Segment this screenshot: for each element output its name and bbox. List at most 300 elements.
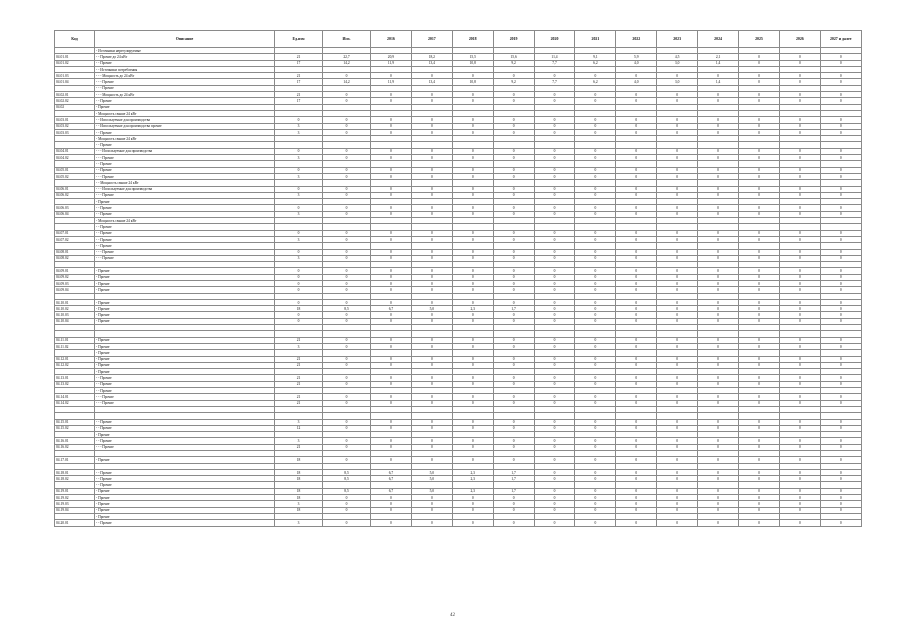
row-value: 0 [820,375,861,381]
row-code: 04.12.02 [55,362,95,368]
row-value: 0 [820,236,861,242]
row-value: 4,0 [616,60,657,66]
row-value: 3 [275,419,323,425]
row-value: 0 [452,117,493,123]
row-value: 0 [493,186,534,192]
row-code: 04.05.02 [55,173,95,179]
row-value: 0 [820,148,861,154]
row-value: 0 [371,400,412,406]
row-value: 0 [820,129,861,135]
row-value: 0 [493,230,534,236]
row-value: 0 [323,299,371,305]
row-value: 1,7 [493,488,534,494]
row-value: 0 [698,230,739,236]
row-value: 0 [534,299,575,305]
row-value: 0 [698,507,739,513]
row-value: 0 [820,400,861,406]
row-name: - - Прочие [95,211,275,217]
row-value: 0 [739,312,780,318]
row-value: 0 [616,520,657,526]
row-value: 0 [820,507,861,513]
row-value: 0 [657,173,698,179]
row-value: 0 [739,520,780,526]
row-value: 0 [323,419,371,425]
row-value: 0 [820,457,861,463]
row-value: 0 [323,230,371,236]
row-value: 0 [739,438,780,444]
row-value: 0 [616,236,657,242]
row-value: 18 [275,469,323,475]
row-code: 04.10.01 [55,299,95,305]
row-value: 0 [698,236,739,242]
row-value: 0 [534,501,575,507]
row-value: 0 [452,186,493,192]
row-value: 9,2 [493,79,534,85]
row-code: 04.18.01 [55,469,95,475]
row-value: 0 [534,230,575,236]
row-value: 0 [323,495,371,501]
row-value: 0 [820,287,861,293]
row-value: 1,4 [698,60,739,66]
row-value: 0 [371,507,412,513]
row-value: 0 [779,117,820,123]
row-value: 0 [739,205,780,211]
row-value: 0 [493,356,534,362]
row-value: 0 [371,495,412,501]
row-value: 0 [411,312,452,318]
row-value: 0 [323,343,371,349]
row-value: 0 [371,274,412,280]
row-value: 0 [275,205,323,211]
row-value: 0 [371,173,412,179]
row-value: 0 [657,394,698,400]
row-value: 0 [534,73,575,79]
row-value: 0 [698,268,739,274]
row-value: 0 [820,476,861,482]
row-value: 0 [779,98,820,104]
column-header: 2022 [616,31,657,48]
row-code: 04.07.01 [55,230,95,236]
row-value: 0 [411,255,452,261]
row-value: 0 [575,495,616,501]
row-value: 0 [323,425,371,431]
row-value: 0 [534,117,575,123]
row-value: 0 [575,425,616,431]
row-value: 9,1 [575,54,616,60]
row-value: 0 [739,419,780,425]
row-value: 6,2 [575,60,616,66]
row-value: 0 [616,476,657,482]
row-value: 3 [275,123,323,129]
row-value: 0 [371,362,412,368]
row-value: 0 [657,419,698,425]
row-value: 0 [452,167,493,173]
row-name: - - Прочие [95,476,275,482]
row-value: 0 [534,488,575,494]
row-value: 0 [371,419,412,425]
row-value: 0 [493,192,534,198]
row-value: 0 [820,92,861,98]
row-value: 0 [779,381,820,387]
row-code: 04.18.02 [55,476,95,482]
row-value: 0 [698,337,739,343]
row-name: - - Прочие [95,230,275,236]
row-value: 0 [779,205,820,211]
row-value: 0 [452,155,493,161]
row-value: 6,2 [575,79,616,85]
row-value: 0 [616,192,657,198]
row-code: 04.01.04 [55,79,95,85]
row-value: 0 [739,476,780,482]
row-value: 0 [534,425,575,431]
row-value: 0 [534,381,575,387]
row-code: 04.15.02 [55,425,95,431]
row-value: 0 [616,444,657,450]
row-value: 0 [698,280,739,286]
row-value: 0 [698,299,739,305]
row-name: - Прочие [95,457,275,463]
row-value: 0 [534,167,575,173]
row-value: 0 [275,117,323,123]
row-value: 0 [323,501,371,507]
row-value: 0 [575,457,616,463]
row-value: 5,9 [616,54,657,60]
row-value: 0 [820,318,861,324]
row-value: 18 [275,495,323,501]
row-value: 0 [657,230,698,236]
row-value: 0 [739,129,780,135]
row-value: 0 [616,255,657,261]
row-value: 0 [657,129,698,135]
row-value: 0 [657,501,698,507]
row-value: 0 [275,230,323,236]
row-value: 0 [779,192,820,198]
row-value: 3,0 [657,60,698,66]
row-code: 04.01.02 [55,60,95,66]
row-value: 0 [371,167,412,173]
row-value: 0 [616,230,657,236]
row-value: 0 [616,211,657,217]
row-value: 0 [371,192,412,198]
row-name: - - Источники потребления [95,66,275,72]
row-value: 0 [575,249,616,255]
row-value: 0 [616,280,657,286]
row-value: 0 [323,186,371,192]
row-value: 21 [275,54,323,60]
row-value: 0 [820,312,861,318]
row-value: 0 [657,211,698,217]
row-value: 0 [820,444,861,450]
row-value: 3 [275,129,323,135]
row-value: 0 [820,299,861,305]
row-value: 21 [275,356,323,362]
row-value: 0 [534,173,575,179]
row-value: 0 [575,280,616,286]
row-value: 0 [820,255,861,261]
row-value: 0 [493,123,534,129]
row-value: 7,7 [534,79,575,85]
row-value: 0 [739,469,780,475]
row-value: 0 [411,205,452,211]
row-value: 0 [323,400,371,406]
row-value: 0 [616,400,657,406]
row-value: 11,4 [534,54,575,60]
row-value: 0 [493,419,534,425]
row-value: 0 [452,312,493,318]
row-value: 21 [275,400,323,406]
row-value: 0 [534,457,575,463]
row-value: 10,8 [452,79,493,85]
row-value: 0 [575,173,616,179]
row-value: 0 [575,268,616,274]
row-value: 0 [323,148,371,154]
row-value: 0 [534,123,575,129]
row-name: - Прочие [95,513,275,519]
row-value: 0 [411,501,452,507]
row-value: 0 [657,362,698,368]
row-value: 0 [820,488,861,494]
row-code: 04.14.01 [55,394,95,400]
row-value: 0 [493,400,534,406]
row-value: 4,0 [616,79,657,85]
row-value: 21 [275,73,323,79]
row-value: 0 [820,337,861,343]
row-value: 0 [698,167,739,173]
row-value: 0 [411,425,452,431]
row-name: - - - Используемые для производства [95,186,275,192]
row-value: 0 [323,457,371,463]
row-value: 0 [739,287,780,293]
row-name: - - - Прочие [95,192,275,198]
row-value: 3,0 [657,79,698,85]
table-body [55,48,862,527]
row-value: 0 [411,280,452,286]
row-value: 0 [616,312,657,318]
row-value: 0 [452,255,493,261]
row-value: 0 [739,394,780,400]
row-value: 3 [275,501,323,507]
row-value: 0 [779,501,820,507]
row-value: 0 [411,117,452,123]
row-value: 0 [371,129,412,135]
row-value: 0 [820,501,861,507]
row-value: 0 [657,476,698,482]
row-name: - Прочие [95,356,275,362]
row-value: 0 [739,98,780,104]
row-value: 0 [739,495,780,501]
row-value: 0 [616,495,657,501]
row-value: 0 [452,444,493,450]
row-value: 11,9 [371,60,412,66]
row-value: 0 [698,318,739,324]
row-value: 0 [779,280,820,286]
row-value: 0 [371,287,412,293]
row-value: 0 [779,236,820,242]
row-code: 04.15.01 [55,419,95,425]
row-value: 0 [739,117,780,123]
row-value: 0 [411,438,452,444]
row-value: 22,7 [323,54,371,60]
row-value: 0 [323,129,371,135]
column-header: 2027 и далее [820,31,861,48]
row-name: - - Прочие [95,224,275,230]
row-value: 0 [575,274,616,280]
row-value: 0 [820,54,861,60]
row-value: 0 [452,236,493,242]
row-code: 04.01.01 [55,54,95,60]
row-value: 0 [534,495,575,501]
row-value: 0 [698,400,739,406]
row-name: - - Прочие [95,425,275,431]
row-value: 0 [323,312,371,318]
row-value: 0 [698,362,739,368]
row-value: 0 [698,255,739,261]
row-value: 9,2 [493,60,534,66]
row-value: 0 [323,167,371,173]
row-name: - Мощность свыше 24 кВт [95,136,275,142]
row-name: - - Прочие [95,129,275,135]
row-value: 5,0 [411,488,452,494]
row-value: 0 [575,211,616,217]
row-name: - Прочие [95,287,275,293]
column-header: 2018 [452,31,493,48]
row-name: - - Прочие [95,205,275,211]
row-value: 0 [779,469,820,475]
row-name: - Прочие [95,343,275,349]
row-value: 0 [820,425,861,431]
row-value: 0 [452,192,493,198]
row-value: 0 [820,469,861,475]
row-value: 3 [275,236,323,242]
row-value: 0 [657,381,698,387]
row-value: 0 [411,299,452,305]
row-value: 21 [275,337,323,343]
row-value: 0 [534,280,575,286]
row-value: 0 [452,98,493,104]
row-value: 0 [698,381,739,387]
row-value: 0 [779,419,820,425]
row-name: - Прочие [95,362,275,368]
row-code: 04.09.01 [55,268,95,274]
row-value: 0 [575,375,616,381]
row-value: 0 [534,318,575,324]
row-value: 0 [411,167,452,173]
row-value: 0 [371,312,412,318]
row-value: 0 [779,318,820,324]
row-value: 0 [820,438,861,444]
row-value: 0 [575,73,616,79]
row-value: 0 [739,362,780,368]
row-value: 0 [820,274,861,280]
row-value: 0 [820,167,861,173]
row-value: 0 [411,211,452,217]
row-value: 0 [739,73,780,79]
row-value: 0 [779,255,820,261]
row-code: 04.10.04 [55,318,95,324]
row-code: 04.02 [55,104,95,110]
row-value: 0 [534,287,575,293]
row-value: 0 [820,280,861,286]
row-value: 0 [493,92,534,98]
row-value: 0 [616,287,657,293]
row-value: 3 [275,211,323,217]
row-code: 04.02.01 [55,92,95,98]
row-value: 0 [452,507,493,513]
row-value: 0 [779,488,820,494]
row-value: 0 [323,381,371,387]
row-value: 0 [657,117,698,123]
row-value: 0 [739,155,780,161]
row-value: 15,5 [452,54,493,60]
row-value: 0 [779,129,820,135]
row-value: 0 [779,312,820,318]
row-value: 6,7 [371,469,412,475]
row-value: 0 [275,249,323,255]
row-value: 0 [371,457,412,463]
row-code: 04.05.01 [55,167,95,173]
column-header: 2016 [371,31,412,48]
row-code: 04.12.01 [55,356,95,362]
row-code: 04.09.04 [55,287,95,293]
row-value: 1,7 [493,469,534,475]
row-value: 13,4 [411,79,452,85]
row-value: 0 [411,155,452,161]
row-value: 0 [779,337,820,343]
row-value: 0 [779,457,820,463]
row-value: 0 [323,444,371,450]
row-name: - - Прочие [95,520,275,526]
row-value: 0 [275,167,323,173]
row-value: 0 [275,148,323,154]
row-value: 0 [616,73,657,79]
row-value: 0 [616,92,657,98]
row-name: - - - Прочие [95,249,275,255]
row-value: 0 [779,287,820,293]
row-value: 0 [739,343,780,349]
row-code: 04.11.02 [55,343,95,349]
row-value: 0 [698,274,739,280]
row-value: 0 [371,280,412,286]
row-name: - Прочие [95,432,275,438]
row-value: 0 [575,287,616,293]
row-value: 0 [739,255,780,261]
row-value: 0 [534,92,575,98]
row-value: 0 [493,148,534,154]
row-value: 0 [493,173,534,179]
row-value: 0 [657,123,698,129]
row-value: 0 [779,92,820,98]
row-code: 04.04.01 [55,148,95,154]
row-name: - - Используемые для производства [95,117,275,123]
row-value: 0 [452,129,493,135]
row-value: 0 [698,438,739,444]
row-code: 04.03.01 [55,117,95,123]
row-value: 0 [452,375,493,381]
row-value: 0 [616,375,657,381]
row-value: 0 [739,186,780,192]
row-value: 0 [616,123,657,129]
row-value: 0 [534,205,575,211]
row-value: 0 [657,268,698,274]
row-value: 0 [739,123,780,129]
row-value: 0 [575,419,616,425]
row-value: 0 [452,274,493,280]
row-name: - Прочие [95,337,275,343]
row-value: 0 [739,148,780,154]
row-value: 0 [493,255,534,261]
row-value: 0 [534,211,575,217]
row-value: 0 [739,457,780,463]
